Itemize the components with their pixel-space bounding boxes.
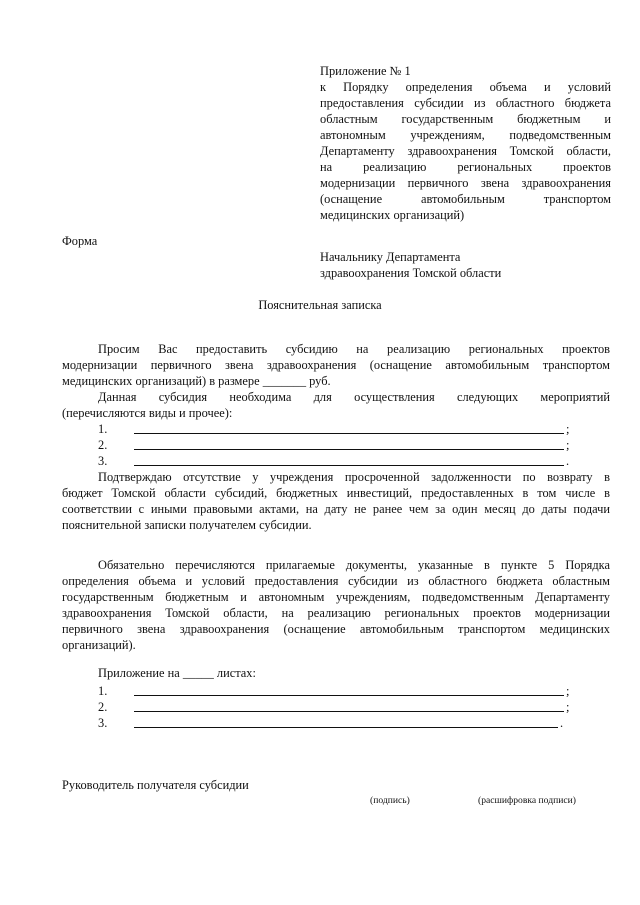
list-number: 1. — [98, 684, 108, 698]
list-number: 3. — [98, 716, 108, 730]
activity-list-item — [98, 453, 574, 469]
blank-line — [134, 695, 564, 696]
addressee-line-1: Начальнику Департамента — [320, 250, 461, 264]
purpose-paragraph — [62, 389, 610, 421]
appendix-line: предоставления субсидии из областного бюджета — [320, 96, 611, 110]
documents-line: здравоохранения Томской области, на реализацию региональных проектов модернизации — [62, 606, 610, 620]
list-number: 1. — [98, 422, 108, 436]
decoding-caption: (расшифровка подписи) — [478, 795, 576, 806]
blank-line — [134, 727, 558, 728]
blank-line — [134, 433, 564, 434]
appendix-line: на реализацию региональных проектов — [320, 160, 611, 174]
list-end-mark: . — [566, 454, 570, 468]
documents-line: государственным бюджетным и автономным учреждениям, подведомственным Департаменту — [62, 590, 610, 604]
signature-caption: (подпись) — [370, 795, 410, 806]
attachment-label: Приложение на _____ листах: — [98, 666, 256, 680]
attachment-list-item — [98, 683, 574, 699]
appendix-title: Приложение № 1 — [320, 64, 411, 78]
activity-list-item — [98, 421, 574, 437]
appendix-line: автономным учреждениям, подведомственным — [320, 128, 611, 142]
confirmation-line: пояснительной записки получателем субсидии. — [62, 518, 312, 532]
confirmation-line: соответствии с иными правовыми актами, на дату не ранее чем за один месяц до даты подачи — [62, 502, 610, 516]
confirmation-line: бюджет Томской области субсидий, бюджетных инвестиций, предоставленных в том числе в — [62, 486, 610, 500]
confirmation-line: Подтверждаю отсутствие у учреждения просроченной задолженности по возврату в — [98, 470, 610, 484]
signatory-label: Руководитель получателя субсидии — [62, 778, 249, 792]
blank-line — [134, 711, 564, 712]
documents-line: организаций). — [62, 638, 136, 652]
appendix-line: областным государственным бюджетным и — [320, 112, 611, 126]
appendix-line: модернизации первичного звена здравоохранения — [320, 176, 611, 190]
documents-line: определения объема и условий предоставления субсидии из областного бюджета областным — [62, 574, 610, 588]
list-end-mark: ; — [566, 438, 570, 452]
purpose-line-1: Данная субсидия необходима для осуществления следующих мероприятий — [98, 390, 610, 404]
addressee-line-2: здравоохранения Томской области — [320, 266, 502, 280]
request-line-1: Просим Вас предоставить субсидию на реализацию региональных проектов — [98, 342, 610, 356]
activity-list-item — [98, 437, 574, 453]
documents-line: первичного звена здравоохранения (оснащение автомобильным транспортом медицинских — [62, 622, 610, 636]
documents-paragraph — [62, 557, 610, 653]
appendix-line: к Порядку определения объема и условий — [320, 80, 611, 94]
list-number: 3. — [98, 454, 108, 468]
appendix-line: медицинских организаций) — [320, 208, 465, 222]
list-number: 2. — [98, 438, 108, 452]
appendix-line: (оснащение автомобильным транспортом — [320, 192, 611, 206]
form-label: Форма — [62, 234, 98, 248]
purpose-line-2: (перечисляются виды и прочее): — [62, 406, 233, 420]
documents-line: Обязательно перечисляются прилагаемые документы, указанные в пункте 5 Порядка — [98, 558, 610, 572]
request-line-2: модернизации первичного звена здравоохранения (оснащение автомобильным транспортом — [62, 358, 610, 372]
confirmation-paragraph — [62, 469, 610, 533]
list-end-mark: ; — [566, 700, 570, 714]
attachment-list-item — [98, 699, 574, 715]
appendix-line: Департаменту здравоохранения Томской области, — [320, 144, 611, 158]
addressee — [320, 249, 501, 281]
list-end-mark: ; — [566, 422, 570, 436]
request-paragraph — [62, 341, 610, 389]
list-end-mark: . — [560, 716, 564, 730]
appendix-header — [320, 63, 611, 223]
request-line-3: медицинских организаций) в размере _______ руб. — [62, 374, 331, 388]
document-title: Пояснительная записка — [258, 298, 382, 312]
attachment-list-item — [98, 715, 574, 731]
list-number: 2. — [98, 700, 108, 714]
list-end-mark: ; — [566, 684, 570, 698]
blank-line — [134, 449, 564, 450]
blank-line — [134, 465, 564, 466]
